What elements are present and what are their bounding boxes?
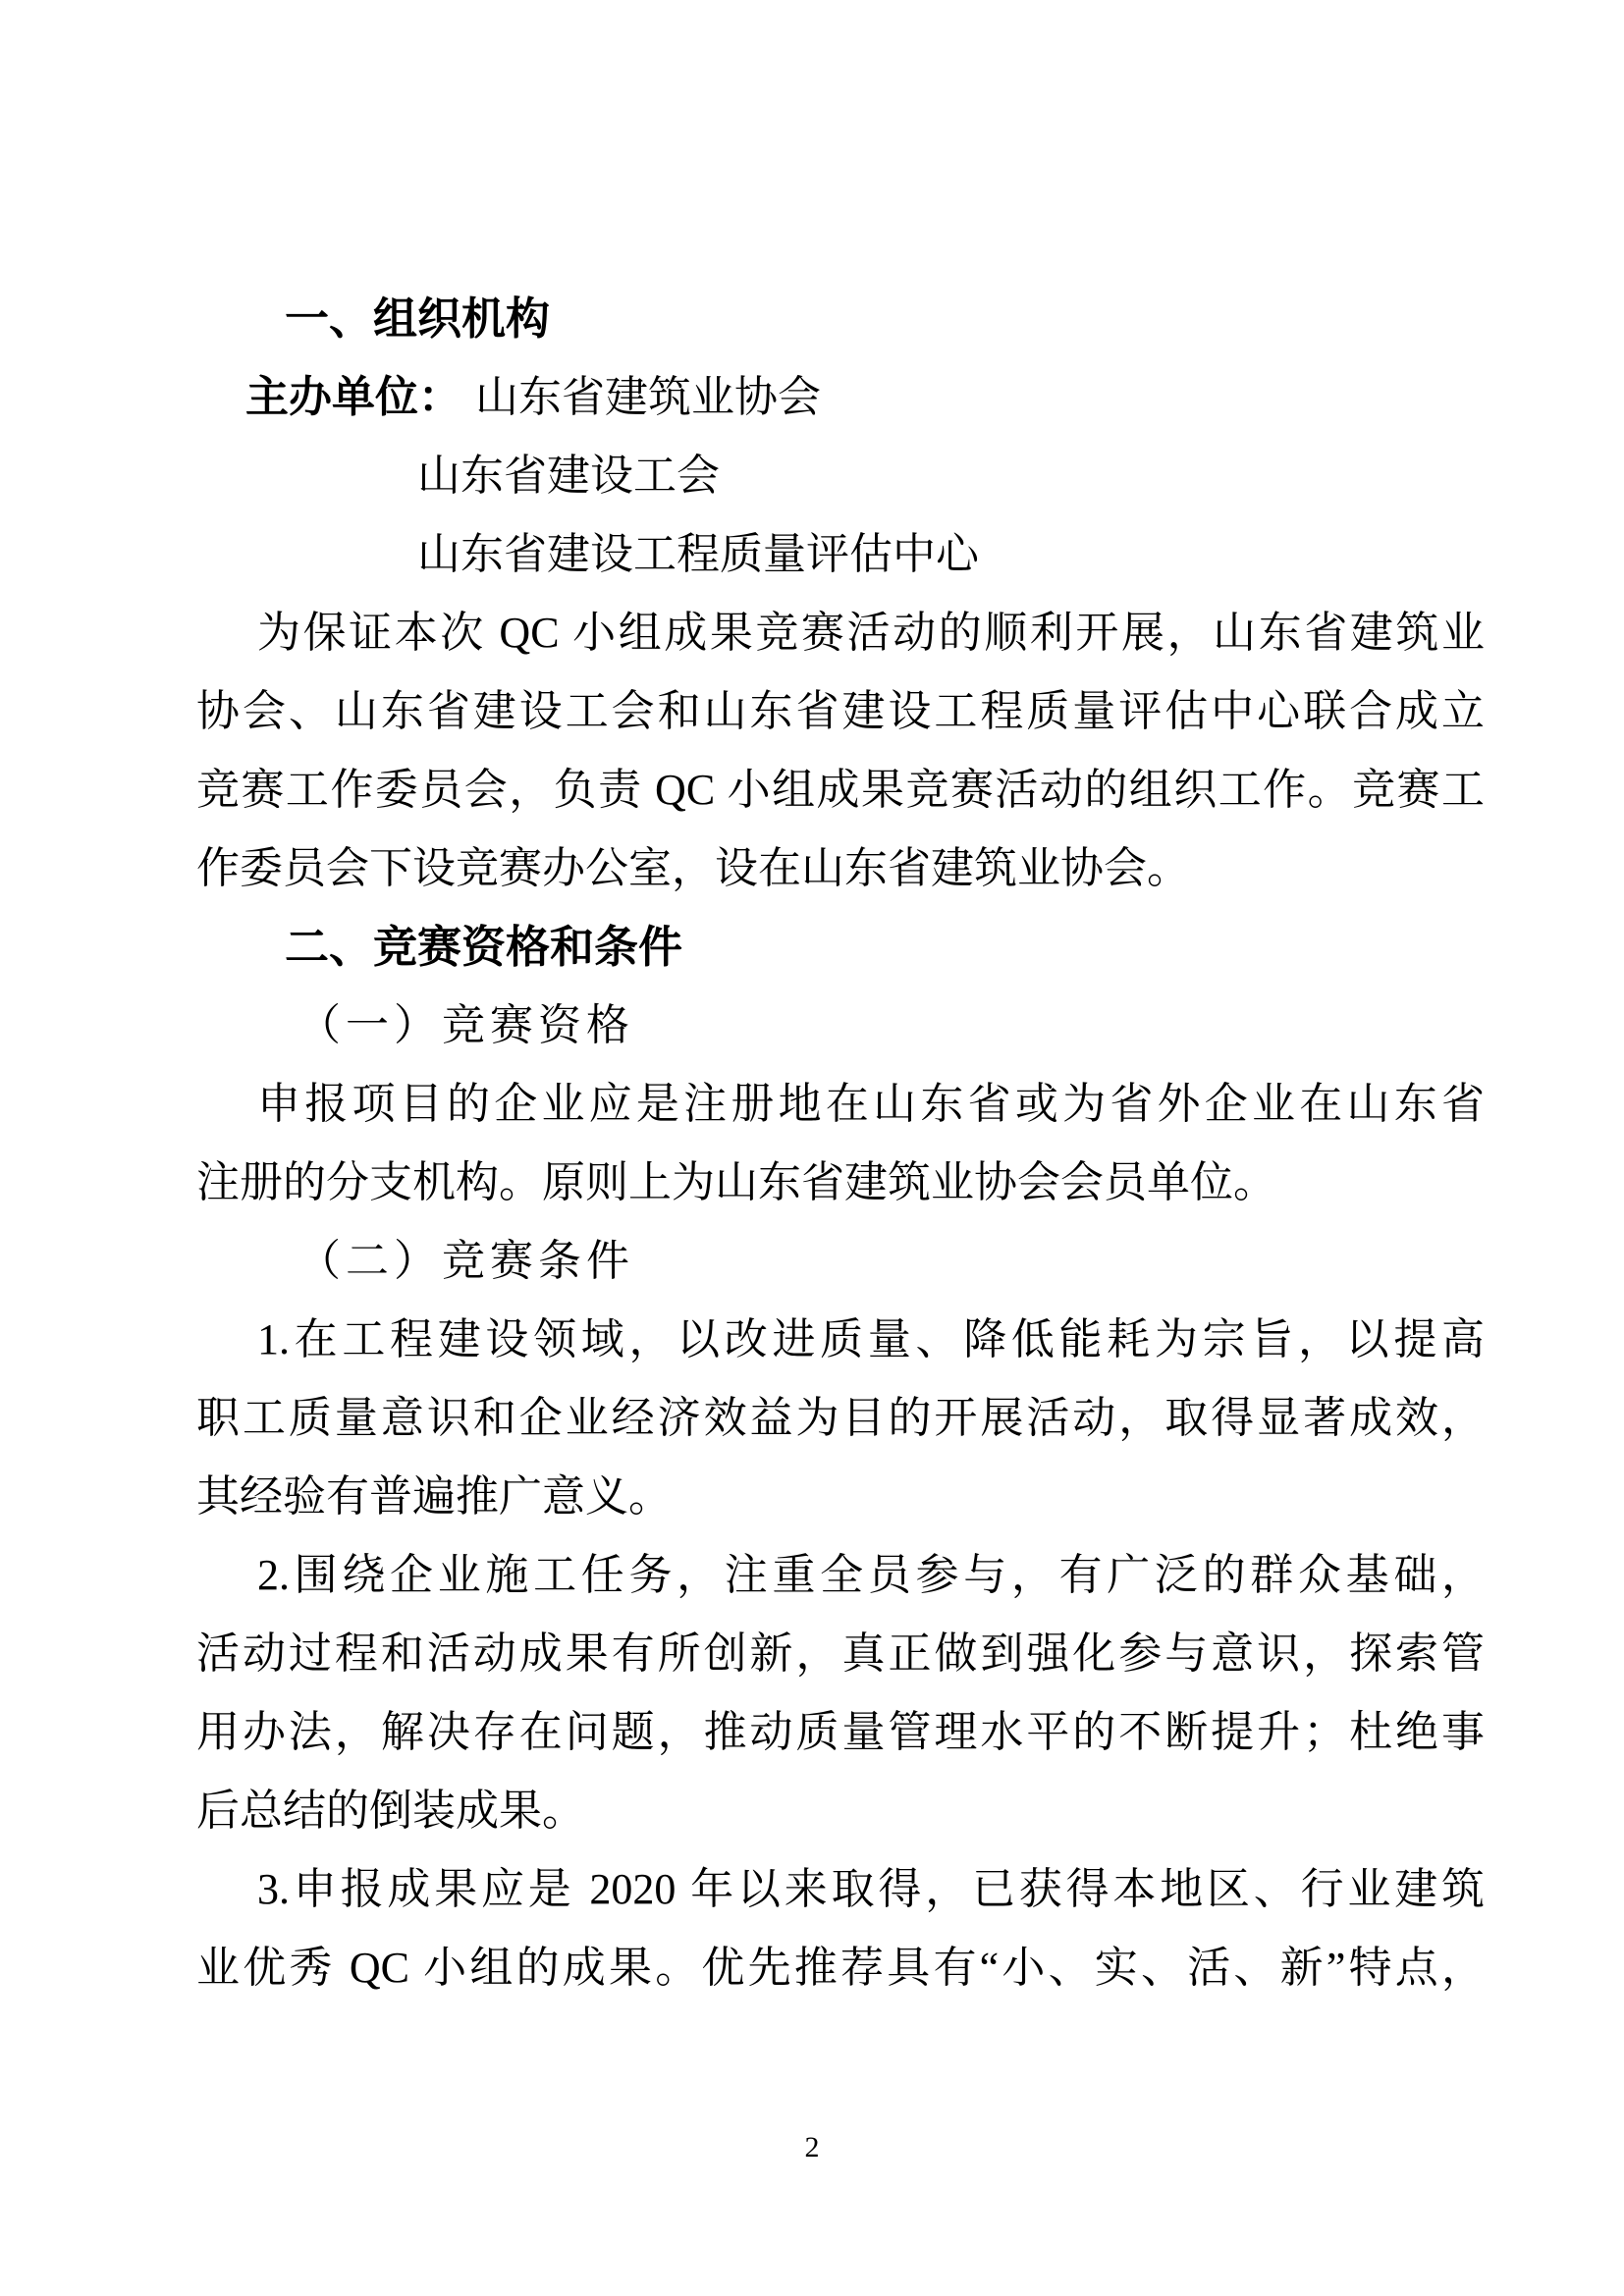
organizer-line <box>196 358 1485 437</box>
body-text-line: 其经验有普遍推广意义。 <box>196 1472 672 1521</box>
body-text-line: 协会、山东省建设工会和山东省建设工程质量评估中心联合成立 <box>196 687 1485 735</box>
body-text-line: 后总结的倒装成果。 <box>196 1787 585 1835</box>
organizer-name-line: 山东省建设工程质量评估中心 <box>417 530 979 578</box>
body-text-line: 为保证本次 QC 小组成果竞赛活动的顺利开展，山东省建筑业 <box>257 609 1485 657</box>
body-text-line: 申报项目的企业应是注册地在山东省或为省外企业在山东省 <box>257 1080 1485 1128</box>
page-number: 2 <box>804 2131 820 2163</box>
subsection-heading-conditions: （二）竞赛条件 <box>298 1237 634 1285</box>
body-text-line: 2.围绕企业施工任务，注重全员参与，有广泛的群众基础， <box>257 1551 1485 1599</box>
body-text-line: 作委员会下设竞赛办公室，设在山东省建筑业协会。 <box>196 844 1190 892</box>
body-text-line: 注册的分支机构。原则上为山东省建筑业协会会员单位。 <box>196 1158 1276 1206</box>
body-text-line: 1.在工程建设领域，以改进质量、降低能耗为宗旨，以提高 <box>257 1315 1485 1363</box>
section-heading-organization: 一、组织机构 <box>285 294 551 344</box>
body-text-line: 3.申报成果应是 2020 年以来取得，已获得本地区、行业建筑 <box>257 1865 1485 1913</box>
body-text-line: 竞赛工作委员会，负责 QC 小组成果竞赛活动的组织工作。竞赛工 <box>196 766 1485 814</box>
body-text-line: 活动过程和活动成果有所创新，真正做到强化参与意识，探索管 <box>196 1629 1485 1678</box>
organizer-label: 主办单位： <box>245 373 461 421</box>
document-body <box>196 280 1485 2007</box>
organizer-name: 山东省建筑业协会 <box>475 373 821 421</box>
organizer-name-line: 山东省建设工会 <box>417 452 720 500</box>
body-text-line: 职工质量意识和企业经济效益为目的开展活动，取得显著成效， <box>196 1394 1485 1442</box>
body-text-line: 业优秀 QC 小组的成果。优先推荐具有“小、实、活、新”特点， <box>196 1944 1485 1992</box>
subsection-heading-eligibility: （一）竞赛资格 <box>298 1001 634 1049</box>
body-text-line: 用办法，解决存在问题，推动质量管理水平的不断提升；杜绝事 <box>196 1708 1485 1756</box>
section-heading-eligibility: 二、竞赛资格和条件 <box>285 922 683 972</box>
